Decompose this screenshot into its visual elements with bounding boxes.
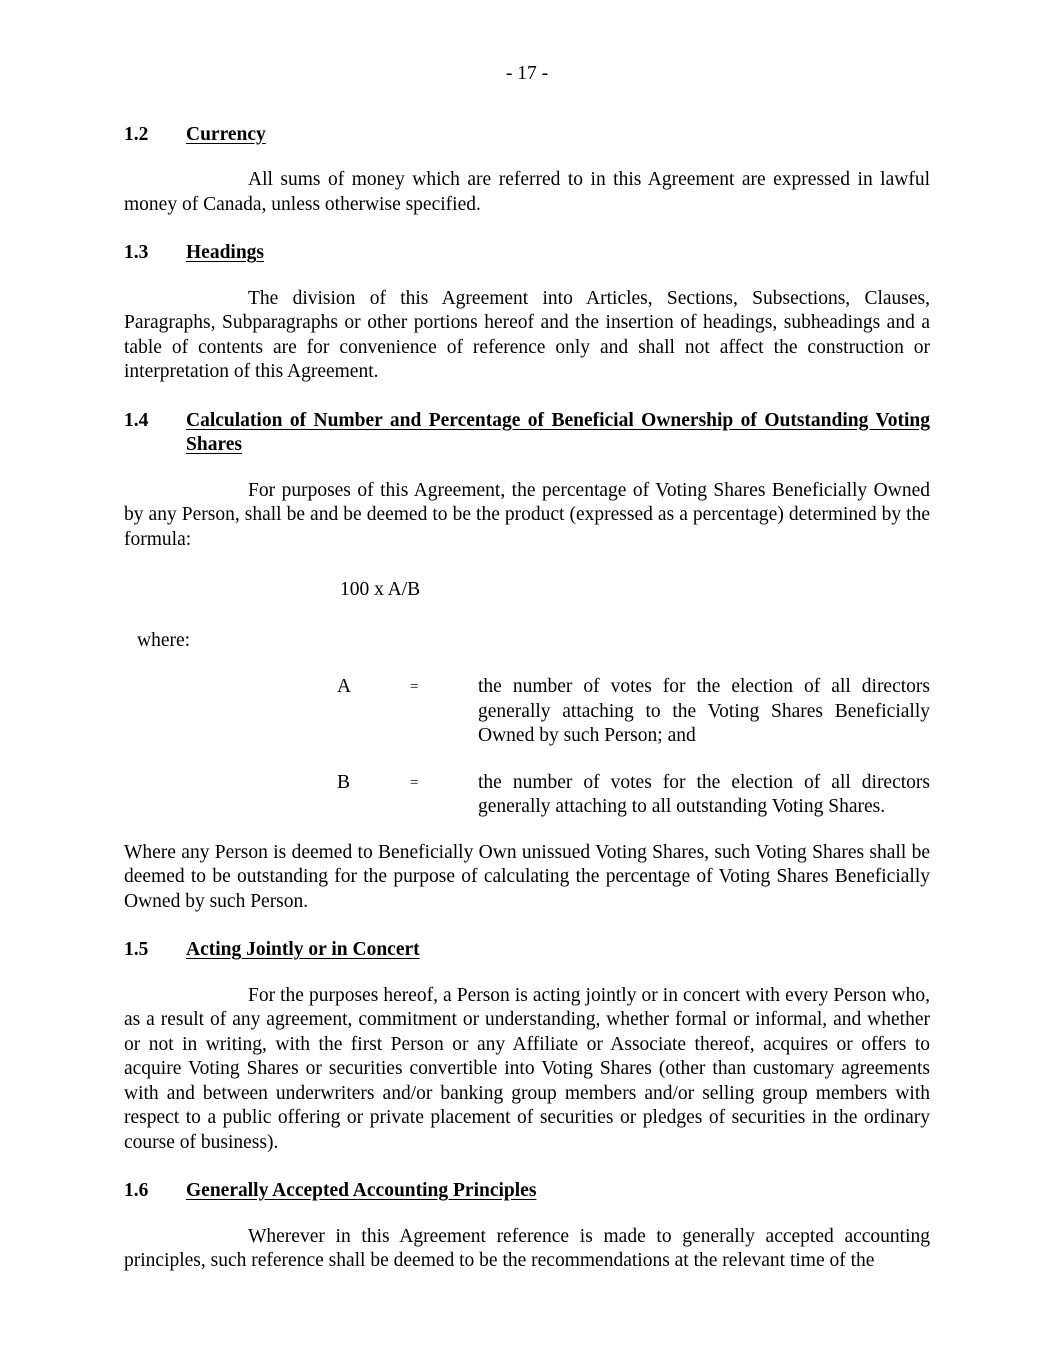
section-1-4-heading <box>124 409 930 458</box>
section-number: 1.6 <box>124 1180 149 1201</box>
section-1-4-paragraph: For purposes of this Agreement, the percentage of Voting Shares Beneficially Owned by any Person, shall be and be deemed to be the product (expressed as a percentage) determined by the formula: <box>124 479 930 550</box>
section-1-6-heading <box>124 1179 930 1204</box>
section-title: Calculation of Number and Percentage of Beneficial Ownership of Outstanding Voting Shares <box>186 409 930 455</box>
section-1-5-heading <box>124 938 930 963</box>
section-number: 1.3 <box>124 242 149 263</box>
definition-row-a <box>124 675 930 749</box>
page-number: - 17 - <box>505 63 549 84</box>
section-1-3-paragraph: The division of this Agreement into Articles, Sections, Subsections, Clauses, Paragraphs, Subparagraphs or other portions hereof and the insertion of headings, subheadings and a table of contents are for convenience of reference only and shall not affect the construction or interpretation of this Agreement. <box>124 287 930 382</box>
section-title: Generally Accepted Accounting Principles <box>186 1180 537 1201</box>
section-number: 1.4 <box>124 409 149 431</box>
section-1-3-heading <box>124 241 930 266</box>
definition-row-b <box>124 771 930 820</box>
definition-term: B <box>337 771 351 793</box>
formula: 100 x A/B <box>340 579 421 600</box>
definition-term: A <box>337 676 352 697</box>
section-1-2-heading <box>124 123 930 148</box>
section-title: Headings <box>186 242 265 263</box>
section-number: 1.5 <box>124 939 149 960</box>
definition-text: the number of votes for the election of all directors generally attaching to the Voting Shares Beneficially Owned by such Person; and <box>478 676 930 746</box>
definition-indent <box>124 771 337 820</box>
section-title: Acting Jointly or in Concert <box>186 939 420 960</box>
section-1-4-closing-paragraph: Where any Person is deemed to Beneficially Own unissued Voting Shares, such Voting Shares shall be deemed to be outstanding for the purpose of calculating the percentage of Voting Shares Beneficially Owned by such Person. <box>124 841 930 912</box>
where-label: where: <box>137 629 191 651</box>
definition-text: the number of votes for the election of all directors generally attaching to all outstanding Voting Shares. <box>478 771 930 817</box>
equals-sign: = <box>410 679 419 695</box>
section-number: 1.2 <box>124 123 149 145</box>
section-1-2-paragraph: All sums of money which are referred to in this Agreement are expressed in lawful money of Canada, unless otherwise specified. <box>124 169 930 215</box>
section-1-5-paragraph: For the purposes hereof, a Person is acting jointly or in concert with every Person who, as a result of any agreement, commitment or understanding, whether formal or informal, and whether or not in writing, with the first Person or any Affiliate or Associate thereof, acquires or offers to acquire Voting Shares or securities convertible into Voting Shares (other than customary agreements with and between underwriters and/or banking group members and/or selling group members with respect to a public offering or private placement of securities or pledges of securities in the ordinary course of business). <box>124 984 930 1153</box>
definition-indent <box>124 675 337 749</box>
section-1-6-paragraph: Wherever in this Agreement reference is made to generally accepted accounting principles, such reference shall be deemed to be the recommendations at the relevant time of the <box>124 1225 930 1271</box>
equals-sign: = <box>410 774 419 791</box>
section-title: Currency <box>186 123 266 145</box>
